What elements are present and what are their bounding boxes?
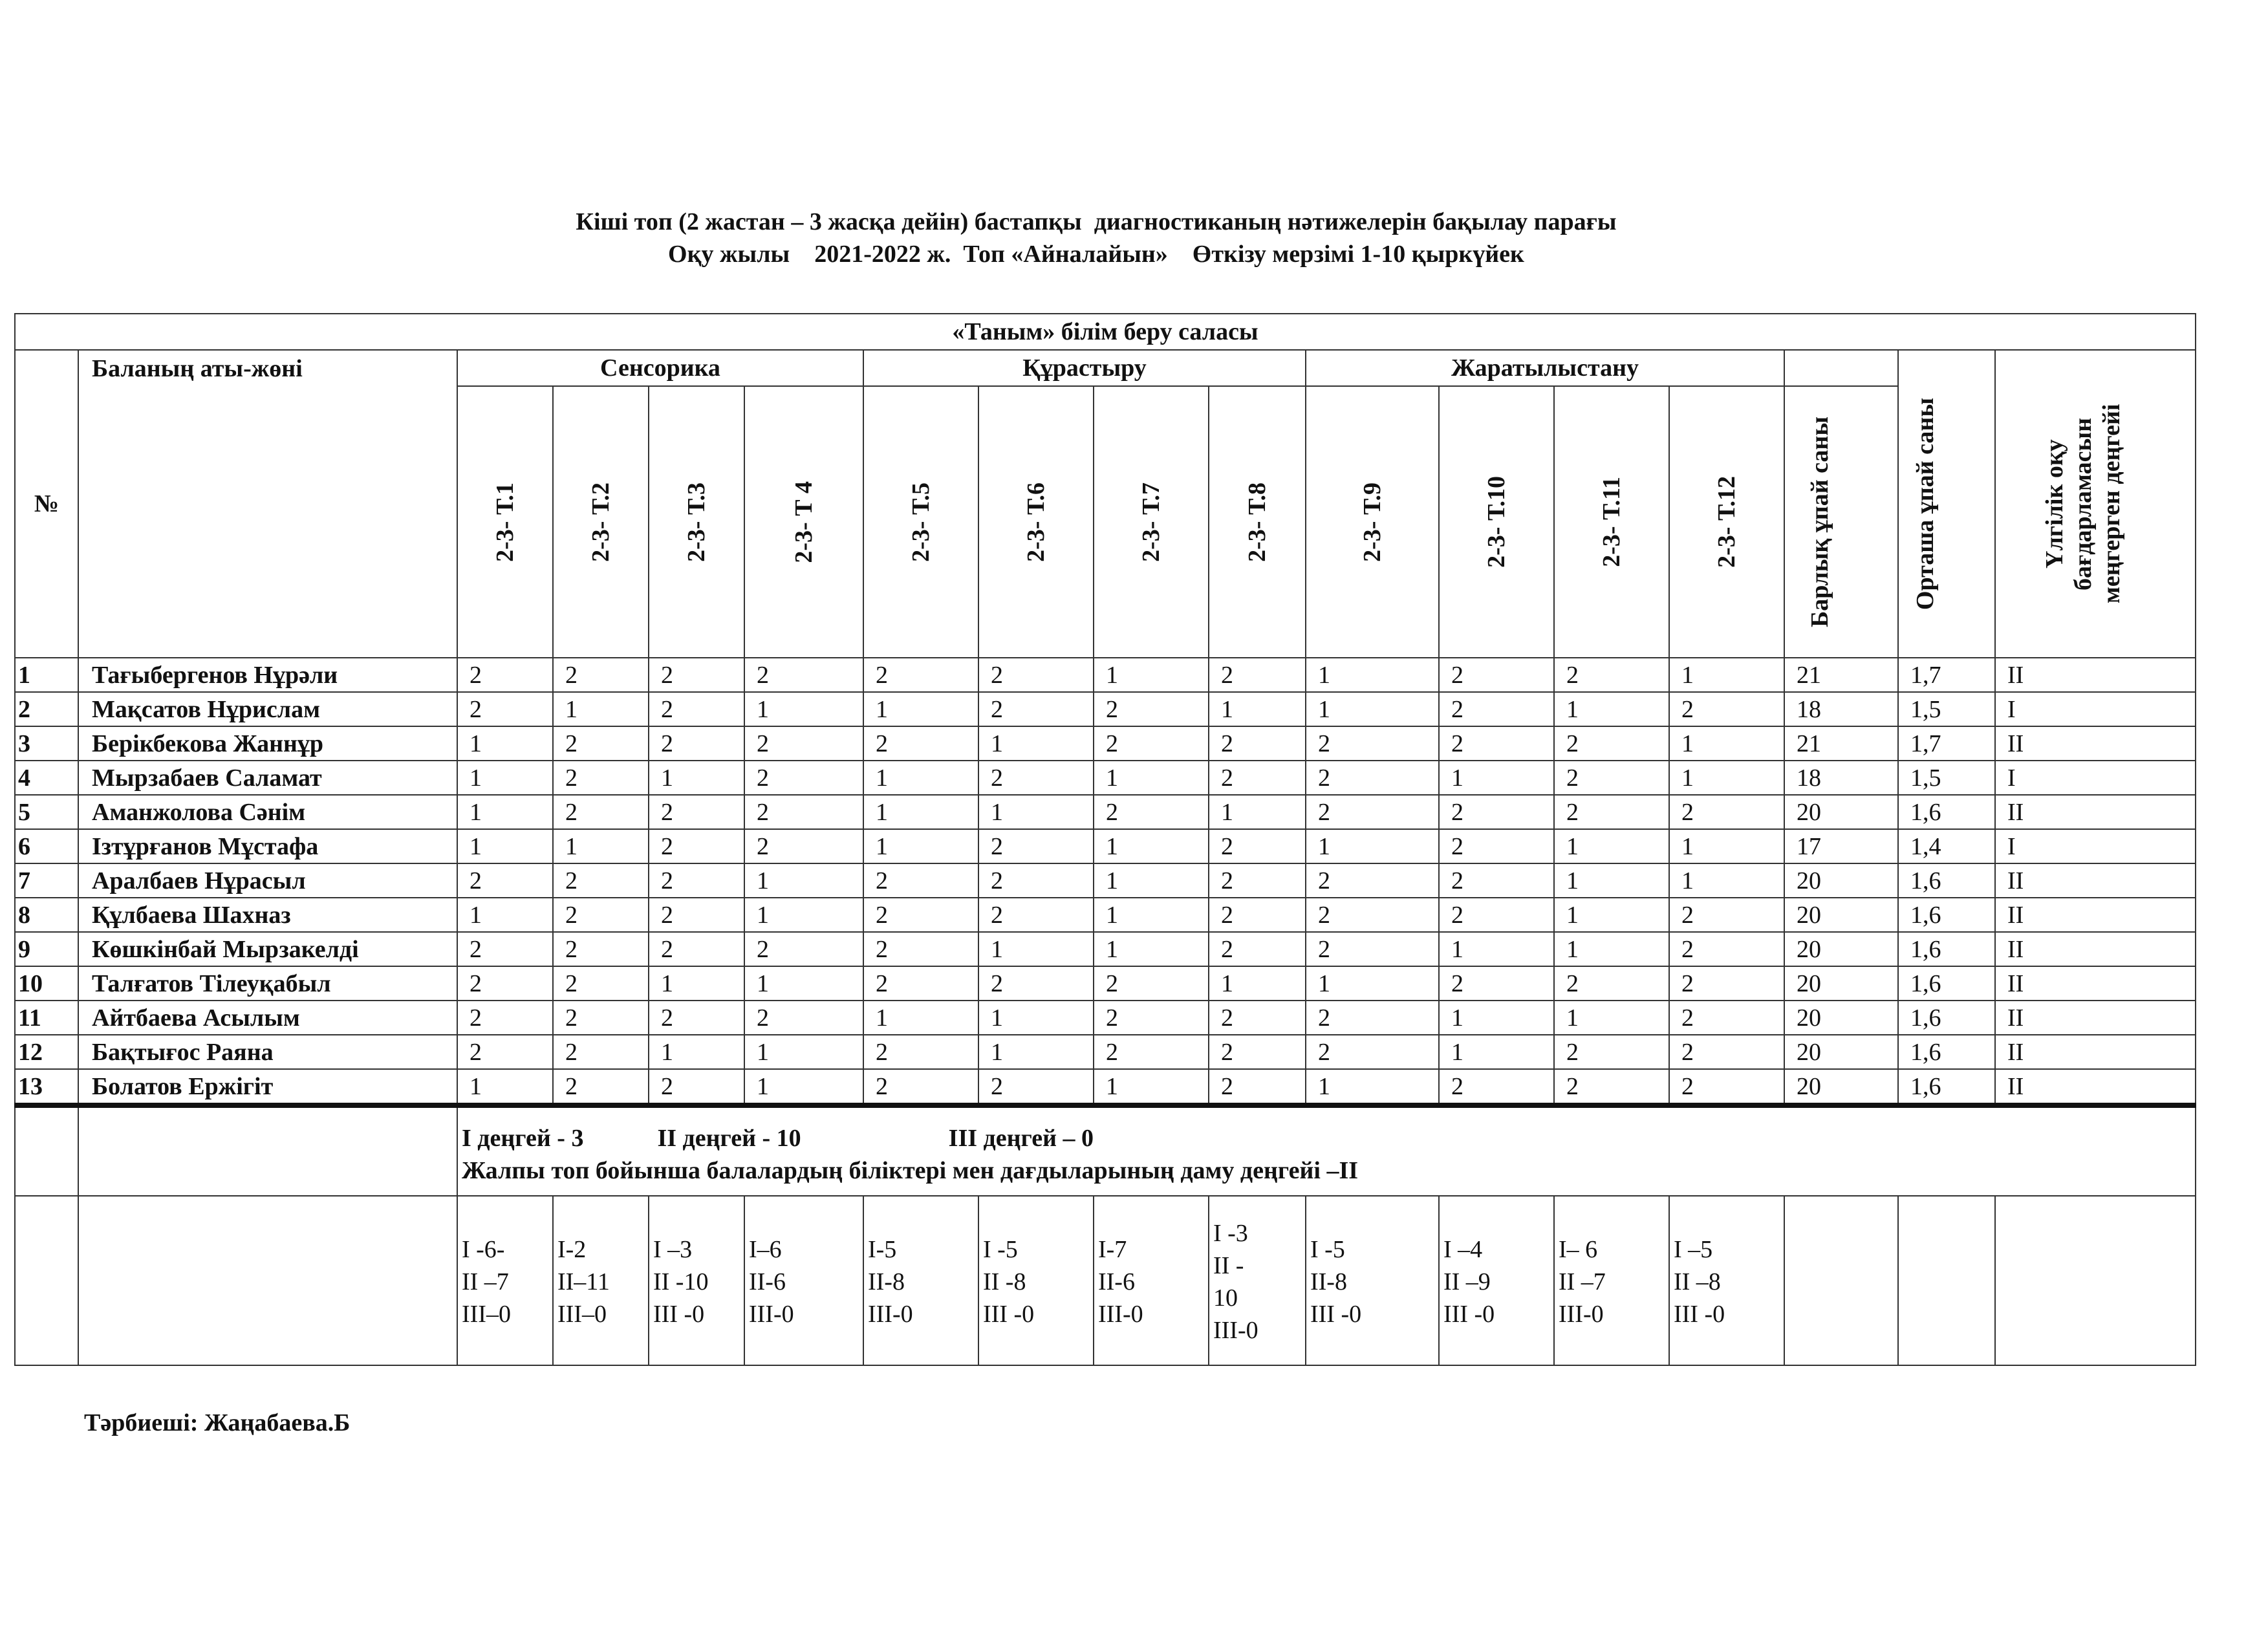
table-row xyxy=(15,1069,2196,1105)
score-cell: 2 xyxy=(1554,1035,1669,1069)
score-cell: 2 xyxy=(863,966,978,1001)
child-name: Мақсатов Нұрислам xyxy=(78,692,457,726)
score-cell: 2 xyxy=(553,932,649,966)
level-cell: II xyxy=(1995,863,2196,898)
score-cell: 1 xyxy=(1094,863,1209,898)
area-title: «Таным» білім беру саласы xyxy=(15,314,2196,350)
score-cell: 2 xyxy=(744,795,863,829)
score-cell: 2 xyxy=(1554,966,1669,1001)
child-name: Көшкінбай Мырзакелді xyxy=(78,932,457,966)
task-header: 2-3- Т.3 xyxy=(649,386,744,658)
score-cell: 1 xyxy=(457,829,553,863)
dist-empty xyxy=(1995,1196,2196,1365)
score-cell: 2 xyxy=(1669,692,1784,726)
total-score: 18 xyxy=(1784,761,1898,795)
level-cell: II xyxy=(1995,726,2196,761)
score-cell: 2 xyxy=(1209,932,1306,966)
title-line-2: Оқу жылы 2021-2022 ж. Топ «Айналайын» Өткізу мерзімі 1-10 қыркүйек xyxy=(668,241,1524,268)
score-cell: 1 xyxy=(1209,692,1306,726)
row-number: 7 xyxy=(15,863,78,898)
score-cell: 1 xyxy=(863,795,978,829)
score-cell: 2 xyxy=(863,1035,978,1069)
score-cell: 1 xyxy=(1209,966,1306,1001)
score-cell: 2 xyxy=(1554,761,1669,795)
score-cell: 2 xyxy=(744,932,863,966)
total-score: 20 xyxy=(1784,898,1898,932)
score-cell: 2 xyxy=(457,1035,553,1069)
score-cell: 1 xyxy=(1306,829,1439,863)
score-cell: 2 xyxy=(978,966,1094,1001)
score-cell: 1 xyxy=(1554,692,1669,726)
task-header: 2-3- Т.7 xyxy=(1094,386,1209,658)
row-number: 6 xyxy=(15,829,78,863)
teacher-signature: Тәрбиеші: Жаңабаева.Б xyxy=(84,1409,351,1436)
score-cell: 2 xyxy=(978,829,1094,863)
score-cell: 1 xyxy=(1094,1069,1209,1105)
task-header: 2-3- Т.10 xyxy=(1439,386,1554,658)
total-score: 20 xyxy=(1784,1001,1898,1035)
score-cell: 1 xyxy=(1094,898,1209,932)
score-cell: 2 xyxy=(1306,1001,1439,1035)
task-header: 2-3- Т.11 xyxy=(1554,386,1669,658)
child-name: Бақтығос Раяна xyxy=(78,1035,457,1069)
average-score: 1,5 xyxy=(1898,692,1995,726)
score-cell: 2 xyxy=(1094,795,1209,829)
level-cell: I xyxy=(1995,761,2196,795)
score-cell: 2 xyxy=(553,726,649,761)
score-cell: 2 xyxy=(1209,658,1306,692)
total-score: 20 xyxy=(1784,1069,1898,1105)
score-cell: 2 xyxy=(1306,795,1439,829)
title-line-1: Кіші топ (2 жастан – 3 жасқа дейін) бастапқы диагностиканың нәтижелерін бақылау парағы xyxy=(576,208,1617,235)
diagnostics-table xyxy=(14,313,2196,1366)
data-rows xyxy=(15,658,2196,1105)
score-cell: 2 xyxy=(978,863,1094,898)
row-number: 11 xyxy=(15,1001,78,1035)
avg-header: Орташа ұпай саны xyxy=(1898,350,1995,658)
score-cell: 2 xyxy=(649,692,744,726)
score-cell: 1 xyxy=(1306,658,1439,692)
score-cell: 1 xyxy=(744,898,863,932)
score-cell: 1 xyxy=(863,761,978,795)
score-cell: 1 xyxy=(1306,1069,1439,1105)
score-cell: 2 xyxy=(1439,863,1554,898)
score-cell: 2 xyxy=(978,658,1094,692)
child-name: Аралбаев Нұрасыл xyxy=(78,863,457,898)
score-cell: 2 xyxy=(649,795,744,829)
score-cell: 1 xyxy=(1439,761,1554,795)
score-cell: 2 xyxy=(1669,1001,1784,1035)
score-cell: 2 xyxy=(1669,1069,1784,1105)
score-cell: 2 xyxy=(978,898,1094,932)
score-cell: 2 xyxy=(863,1069,978,1105)
group-header-kurastyru: Құрастыру xyxy=(863,350,1306,386)
average-score: 1,6 xyxy=(1898,932,1995,966)
level-cell: II xyxy=(1995,932,2196,966)
score-cell: 2 xyxy=(1439,898,1554,932)
score-cell: 2 xyxy=(649,898,744,932)
child-name: Тағыбергенов Нұрәли xyxy=(78,658,457,692)
dist-empty-no xyxy=(15,1196,78,1365)
row-number: 3 xyxy=(15,726,78,761)
number-header: № xyxy=(15,350,78,658)
score-cell: 2 xyxy=(744,829,863,863)
score-cell: 2 xyxy=(1554,726,1669,761)
score-cell: 1 xyxy=(457,761,553,795)
level-distribution-cell: I –3 II -10 III -0 xyxy=(649,1196,744,1365)
score-cell: 1 xyxy=(863,1001,978,1035)
score-cell: 1 xyxy=(1094,761,1209,795)
level-distribution-cell: I– 6 II –7 III-0 xyxy=(1554,1196,1669,1365)
score-cell: 2 xyxy=(1094,1001,1209,1035)
score-cell: 1 xyxy=(457,726,553,761)
score-cell: 2 xyxy=(744,761,863,795)
score-cell: 2 xyxy=(863,898,978,932)
level-distribution-cell: I –5 II –8 III -0 xyxy=(1669,1196,1784,1365)
distribution-row xyxy=(15,1196,2196,1365)
score-cell: 2 xyxy=(1209,761,1306,795)
row-number: 13 xyxy=(15,1069,78,1105)
score-cell: 2 xyxy=(649,932,744,966)
score-cell: 2 xyxy=(457,863,553,898)
score-cell: 2 xyxy=(649,1001,744,1035)
score-cell: 1 xyxy=(1554,1001,1669,1035)
score-cell: 2 xyxy=(1669,932,1784,966)
row-number: 5 xyxy=(15,795,78,829)
child-name: Болатов Ержігіт xyxy=(78,1069,457,1105)
table-row xyxy=(15,1035,2196,1069)
score-cell: 2 xyxy=(553,1001,649,1035)
score-cell: 2 xyxy=(1094,726,1209,761)
total-score: 21 xyxy=(1784,726,1898,761)
level-cell: II xyxy=(1995,658,2196,692)
score-cell: 2 xyxy=(744,1001,863,1035)
task-header: 2-3- Т.12 xyxy=(1669,386,1784,658)
level-distribution-cell: I-5 II-8 III-0 xyxy=(863,1196,978,1365)
score-cell: 1 xyxy=(978,795,1094,829)
level-cell: II xyxy=(1995,966,2196,1001)
table-row xyxy=(15,658,2196,692)
score-cell: 2 xyxy=(863,863,978,898)
task-header: 2-3- Т.1 xyxy=(457,386,553,658)
score-cell: 1 xyxy=(457,795,553,829)
level-cell: II xyxy=(1995,1035,2196,1069)
level-distribution-cell: I–6 II-6 III-0 xyxy=(744,1196,863,1365)
level-distribution-cell: I –4 II –9 III -0 xyxy=(1439,1196,1554,1365)
score-cell: 2 xyxy=(978,1069,1094,1105)
score-cell: 2 xyxy=(863,726,978,761)
score-cell: 2 xyxy=(553,795,649,829)
score-cell: 2 xyxy=(649,1069,744,1105)
total-score: 17 xyxy=(1784,829,1898,863)
score-cell: 1 xyxy=(978,726,1094,761)
average-score: 1,6 xyxy=(1898,1001,1995,1035)
page-title xyxy=(0,206,2192,270)
average-score: 1,6 xyxy=(1898,795,1995,829)
score-cell: 2 xyxy=(1439,726,1554,761)
score-cell: 1 xyxy=(1094,658,1209,692)
score-cell: 1 xyxy=(1554,932,1669,966)
score-cell: 2 xyxy=(1209,898,1306,932)
task-header: 2-3- Т 4 xyxy=(744,386,863,658)
score-cell: 2 xyxy=(1306,761,1439,795)
row-number: 8 xyxy=(15,898,78,932)
group-header-zharatylystanu: Жаратылыстану xyxy=(1306,350,1784,386)
score-cell: 2 xyxy=(553,658,649,692)
child-name: Құлбаева Шахназ xyxy=(78,898,457,932)
total-header-top xyxy=(1784,350,1898,386)
score-cell: 1 xyxy=(744,966,863,1001)
score-cell: 2 xyxy=(744,658,863,692)
table-row xyxy=(15,1001,2196,1035)
score-cell: 2 xyxy=(553,1035,649,1069)
score-cell: 2 xyxy=(457,1001,553,1035)
total-score: 20 xyxy=(1784,863,1898,898)
average-score: 1,4 xyxy=(1898,829,1995,863)
score-cell: 2 xyxy=(649,863,744,898)
level-distribution-cell: I -3 II - 10 III-0 xyxy=(1209,1196,1306,1365)
score-cell: 2 xyxy=(1439,692,1554,726)
table-row xyxy=(15,863,2196,898)
score-cell: 1 xyxy=(649,1035,744,1069)
score-cell: 1 xyxy=(1554,898,1669,932)
row-number: 9 xyxy=(15,932,78,966)
task-header: 2-3- Т.5 xyxy=(863,386,978,658)
average-score: 1,7 xyxy=(1898,726,1995,761)
score-cell: 2 xyxy=(1209,1069,1306,1105)
task-header: 2-3- Т.8 xyxy=(1209,386,1306,658)
table-row xyxy=(15,898,2196,932)
score-cell: 2 xyxy=(649,829,744,863)
table-row xyxy=(15,932,2196,966)
level-distribution-cell: I -5 II-8 III -0 xyxy=(1306,1196,1439,1365)
row-number: 10 xyxy=(15,966,78,1001)
score-cell: 1 xyxy=(1439,1001,1554,1035)
score-cell: 1 xyxy=(553,692,649,726)
row-number: 2 xyxy=(15,692,78,726)
score-cell: 1 xyxy=(553,829,649,863)
score-cell: 2 xyxy=(1094,1035,1209,1069)
score-cell: 2 xyxy=(1094,966,1209,1001)
score-cell: 1 xyxy=(1209,795,1306,829)
average-score: 1,6 xyxy=(1898,1035,1995,1069)
score-cell: 1 xyxy=(1669,761,1784,795)
score-cell: 2 xyxy=(553,761,649,795)
score-cell: 2 xyxy=(553,863,649,898)
score-cell: 2 xyxy=(457,932,553,966)
table-row xyxy=(15,829,2196,863)
score-cell: 2 xyxy=(1669,1035,1784,1069)
score-cell: 2 xyxy=(457,658,553,692)
score-cell: 1 xyxy=(978,932,1094,966)
score-cell: 1 xyxy=(649,966,744,1001)
table-row xyxy=(15,795,2196,829)
child-name: Ізтұрғанов Мұстафа xyxy=(78,829,457,863)
score-cell: 2 xyxy=(978,692,1094,726)
score-cell: 2 xyxy=(1669,795,1784,829)
average-score: 1,7 xyxy=(1898,658,1995,692)
score-cell: 1 xyxy=(1554,863,1669,898)
dist-empty-name xyxy=(78,1196,457,1365)
total-score: 18 xyxy=(1784,692,1898,726)
level-cell: II xyxy=(1995,1069,2196,1105)
score-cell: 2 xyxy=(1209,1035,1306,1069)
score-cell: 1 xyxy=(1669,863,1784,898)
score-cell: 2 xyxy=(863,932,978,966)
score-cell: 2 xyxy=(1439,966,1554,1001)
child-name: Талғатов Тілеуқабыл xyxy=(78,966,457,1001)
score-cell: 1 xyxy=(1094,932,1209,966)
total-score: 20 xyxy=(1784,795,1898,829)
total-score: 20 xyxy=(1784,1035,1898,1069)
score-cell: 2 xyxy=(553,966,649,1001)
average-score: 1,6 xyxy=(1898,966,1995,1001)
score-cell: 2 xyxy=(978,761,1094,795)
score-cell: 1 xyxy=(457,1069,553,1105)
level-cell: II xyxy=(1995,898,2196,932)
score-cell: 2 xyxy=(553,898,649,932)
level-distribution-cell: I-2 II–11 III–0 xyxy=(553,1196,649,1365)
score-cell: 2 xyxy=(649,726,744,761)
score-cell: 2 xyxy=(1306,726,1439,761)
table-row xyxy=(15,692,2196,726)
score-cell: 2 xyxy=(1209,726,1306,761)
score-cell: 2 xyxy=(1209,829,1306,863)
row-number: 12 xyxy=(15,1035,78,1069)
score-cell: 2 xyxy=(1439,658,1554,692)
score-cell: 1 xyxy=(1094,829,1209,863)
score-cell: 2 xyxy=(1306,898,1439,932)
score-cell: 2 xyxy=(1306,1035,1439,1069)
row-number: 4 xyxy=(15,761,78,795)
table-row xyxy=(15,761,2196,795)
total-score: 21 xyxy=(1784,658,1898,692)
summary-overall: Жалпы топ бойынша балалардың біліктері мен дағдыларының даму деңгейі –II xyxy=(462,1156,1359,1184)
score-cell: 2 xyxy=(1306,863,1439,898)
level-distribution-cell: I-7 II-6 III-0 xyxy=(1094,1196,1209,1365)
score-cell: 2 xyxy=(1554,795,1669,829)
score-cell: 1 xyxy=(1306,966,1439,1001)
row-number: 1 xyxy=(15,658,78,692)
average-score: 1,6 xyxy=(1898,898,1995,932)
level-cell: I xyxy=(1995,692,2196,726)
score-cell: 2 xyxy=(1209,1001,1306,1035)
score-cell: 1 xyxy=(1554,829,1669,863)
task-header: 2-3- Т.9 xyxy=(1306,386,1439,658)
score-cell: 2 xyxy=(1439,829,1554,863)
score-cell: 2 xyxy=(1554,1069,1669,1105)
task-header: 2-3- Т.2 xyxy=(553,386,649,658)
table-row xyxy=(15,966,2196,1001)
child-name: Мырзабаев Саламат xyxy=(78,761,457,795)
score-cell: 1 xyxy=(1669,726,1784,761)
score-cell: 2 xyxy=(649,658,744,692)
score-cell: 2 xyxy=(1669,966,1784,1001)
score-cell: 1 xyxy=(978,1001,1094,1035)
score-cell: 2 xyxy=(457,966,553,1001)
total-score: 20 xyxy=(1784,966,1898,1001)
total-score: 20 xyxy=(1784,932,1898,966)
score-cell: 1 xyxy=(1439,1035,1554,1069)
score-cell: 2 xyxy=(863,658,978,692)
summary-empty-name xyxy=(78,1105,457,1196)
score-cell: 1 xyxy=(649,761,744,795)
average-score: 1,6 xyxy=(1898,863,1995,898)
score-cell: 1 xyxy=(1669,658,1784,692)
table-row xyxy=(15,726,2196,761)
task-header: 2-3- Т.6 xyxy=(978,386,1094,658)
level-distribution-cell: I -5 II -8 III -0 xyxy=(978,1196,1094,1365)
score-cell: 2 xyxy=(457,692,553,726)
score-cell: 1 xyxy=(744,1069,863,1105)
score-cell: 2 xyxy=(1209,863,1306,898)
score-cell: 1 xyxy=(1439,932,1554,966)
summary-levels: I деңгей - 3 II деңгей - 10 III деңгей – 0 xyxy=(462,1124,1094,1152)
score-cell: 2 xyxy=(1439,795,1554,829)
score-cell: 2 xyxy=(1669,898,1784,932)
name-header: Баланың аты-жөні xyxy=(78,350,457,658)
score-cell: 2 xyxy=(1306,932,1439,966)
score-cell: 1 xyxy=(457,898,553,932)
summary-empty-no xyxy=(15,1105,78,1196)
score-cell: 2 xyxy=(1094,692,1209,726)
score-cell: 1 xyxy=(744,863,863,898)
score-cell: 1 xyxy=(978,1035,1094,1069)
level-distribution-cell: I -6- II –7 III–0 xyxy=(457,1196,553,1365)
total-header: Барлық ұпай саны xyxy=(1784,386,1898,658)
dist-empty xyxy=(1898,1196,1995,1365)
level-header: Үлгілік оқу бағдарламасын меңгерген деңгейі xyxy=(1995,350,2196,658)
score-cell: 1 xyxy=(744,692,863,726)
level-cell: II xyxy=(1995,1001,2196,1035)
child-name: Айтбаева Асылым xyxy=(78,1001,457,1035)
child-name: Берікбекова Жаннұр xyxy=(78,726,457,761)
group-header-sensorika: Сенсорика xyxy=(457,350,863,386)
score-cell: 2 xyxy=(1554,658,1669,692)
score-cell: 1 xyxy=(1669,829,1784,863)
score-cell: 2 xyxy=(1439,1069,1554,1105)
score-cell: 1 xyxy=(863,829,978,863)
score-cell: 1 xyxy=(863,692,978,726)
score-cell: 1 xyxy=(1306,692,1439,726)
level-cell: I xyxy=(1995,829,2196,863)
child-name: Аманжолова Сәнім xyxy=(78,795,457,829)
score-cell: 2 xyxy=(744,726,863,761)
score-cell: 2 xyxy=(553,1069,649,1105)
level-cell: II xyxy=(1995,795,2196,829)
dist-empty xyxy=(1784,1196,1898,1365)
average-score: 1,6 xyxy=(1898,1069,1995,1105)
average-score: 1,5 xyxy=(1898,761,1995,795)
summary-cell xyxy=(457,1105,2196,1196)
score-cell: 1 xyxy=(744,1035,863,1069)
